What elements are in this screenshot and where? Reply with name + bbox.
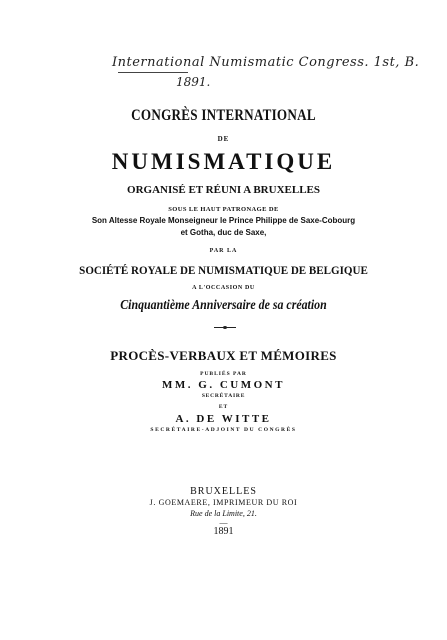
numismatique-title: NUMISMATIQUE: [111, 149, 336, 174]
secretaire-adjoint-label: SECRÉTAIRE-ADJOINT DU CONGRÈS: [150, 427, 297, 433]
de-connector: DE: [217, 135, 230, 143]
cumont-name: MM. G. CUMONT: [162, 379, 285, 391]
witte-name: A. DE WITTE: [175, 413, 272, 425]
imprint-dash: —: [219, 518, 228, 527]
ornament-divider: [214, 326, 236, 329]
par-la-line: PAR LA: [209, 248, 238, 254]
handwritten-catalog-note: International Numismatic Congress. 1st, B.: [112, 55, 420, 70]
prince-line: Son Altesse Royale Monseigneur le Prince Philippe de Saxe-Cobourg: [91, 216, 356, 225]
gotha-line: et Gotha, duc de Saxe,: [180, 228, 267, 237]
secretaire-label: SECRÉTAIRE: [201, 393, 246, 399]
publies-par-line: PUBLIÉS PAR: [200, 371, 247, 377]
proces-verbaux-heading: PROCÈS-VERBAUX ET MÉMOIRES: [110, 348, 337, 363]
imprint-printer: J. GOEMAERE, IMPRIMEUR DU ROI: [149, 498, 298, 507]
imprint-city: BRUXELLES: [190, 486, 257, 497]
anniversary-line: Cinquantième Anniversaire de sa création: [120, 298, 327, 313]
organise-line: ORGANISÉ ET RÉUNI A BRUXELLES: [127, 184, 320, 196]
ornament-dot: [223, 326, 227, 329]
congress-heading: CONGRÈS INTERNATIONAL: [131, 107, 316, 124]
et-connector: ET: [218, 404, 229, 410]
patronage-line: SOUS LE HAUT PATRONAGE DE: [168, 206, 279, 213]
imprint-year: 1891: [213, 526, 234, 537]
society-name: SOCIÉTÉ ROYALE DE NUMISMATIQUE DE BELGIQUE: [79, 263, 368, 277]
handwritten-underline: [118, 72, 188, 73]
handwritten-year-note: 1891.: [176, 75, 211, 89]
occasion-line: A L'OCCASION DU: [192, 285, 255, 291]
imprint-street: Rue de la Limite, 21.: [190, 509, 257, 518]
